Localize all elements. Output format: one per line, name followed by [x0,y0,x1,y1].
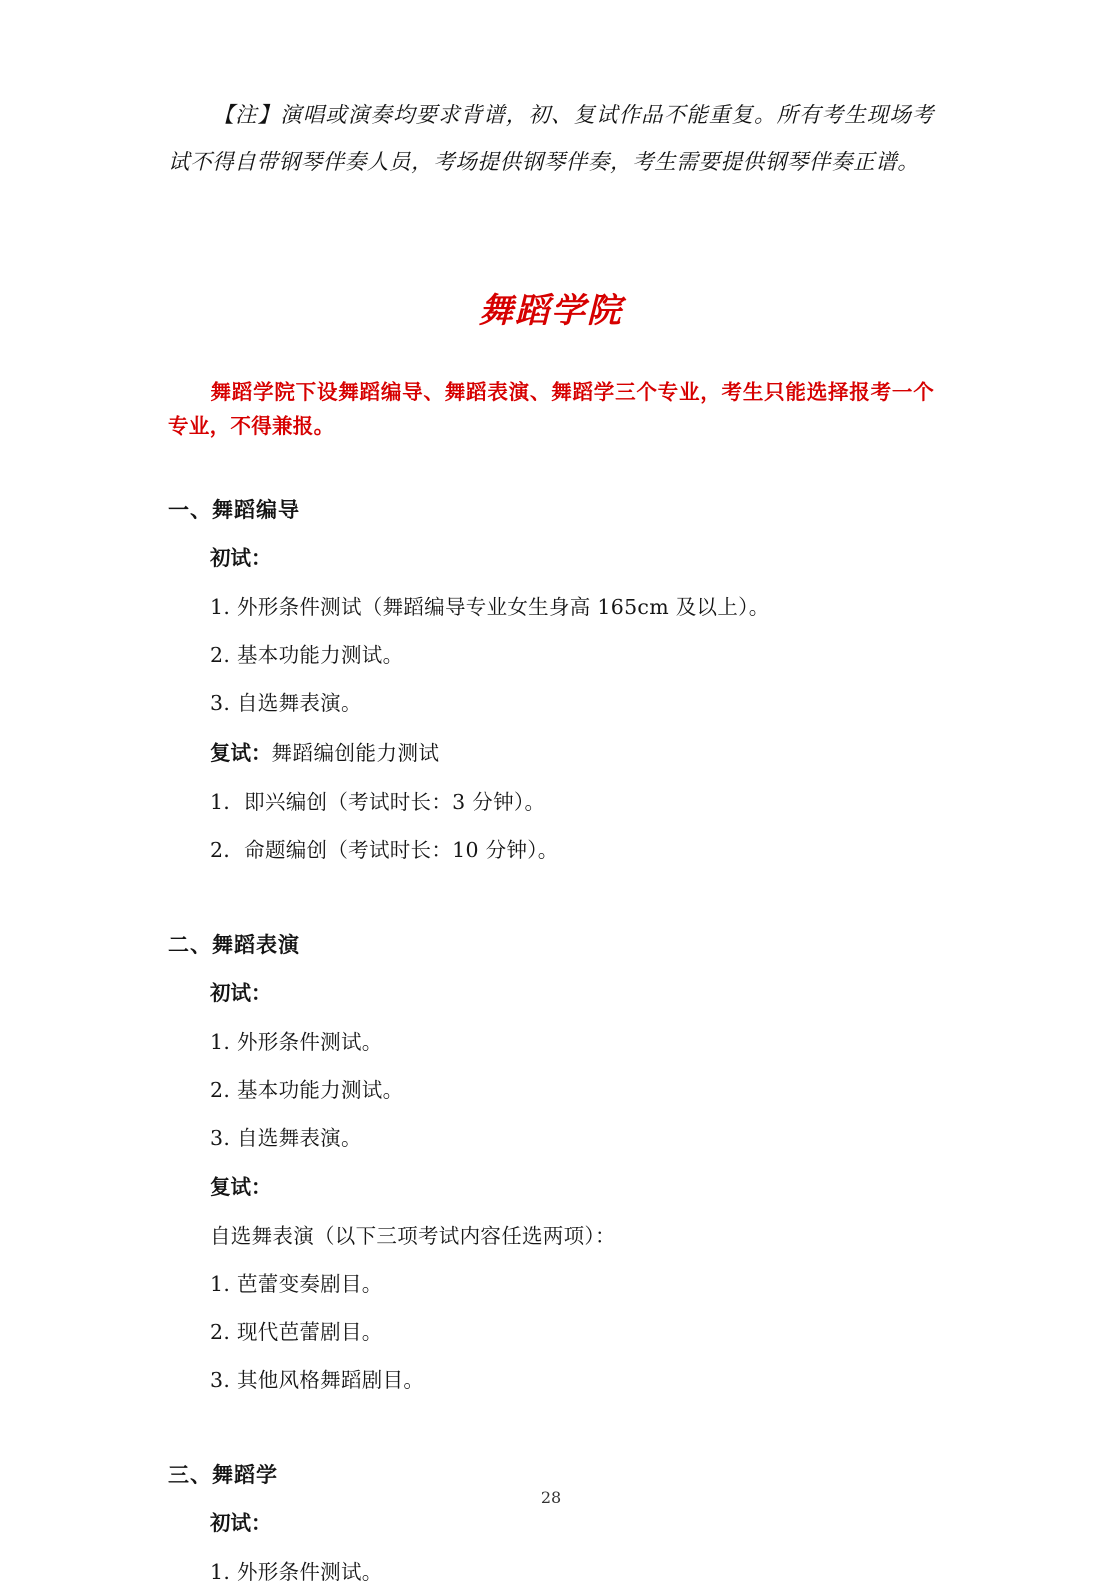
list-item: 2. 基本功能力测试。 [210,1078,404,1102]
list-item: 1. 芭蕾变奏剧目。 [210,1272,383,1296]
note-text: 【注】演唱或演奏均要求背谱，初、复试作品不能重复。所有考生现场考试不得自带钢琴伴奏人员，考场提供钢琴伴奏，考生需要提供钢琴伴奏正谱。 [168,103,934,175]
list-item: 3. 自选舞表演。 [210,691,362,715]
list-item: 3. 其他风格舞蹈剧目。 [210,1368,425,1392]
red-intro-paragraph [168,332,934,444]
note-paragraph [168,92,934,186]
section-body-2 [168,959,934,1395]
subsection-label-1-1 [210,524,934,574]
list-item: 自选舞表演（以下三项考试内容任选两项）： [210,1224,616,1248]
list-item: 1．即兴编创（考试时长：3 分钟）。 [210,790,546,814]
subsection-label-text: 复试： [210,1176,272,1199]
list-item: 1. 外形条件测试。 [210,1560,383,1584]
section-heading-3: 三、舞蹈学 [168,1464,278,1487]
subsection-label-suffix: 舞蹈编创能力测试 [271,741,440,765]
list-item: 1. 外形条件测试。 [210,1030,383,1054]
red-intro-text: 舞蹈学院下设舞蹈编导、舞蹈表演、舞蹈学三个专业，考生只能选择报考一个专业，不得兼报。 [168,381,934,438]
subsection-label-2-2 [210,1153,934,1203]
list-item: 1. 外形条件测试（舞蹈编导专业女生身高 165cm 及以上）。 [210,595,770,619]
subsection-label-text: 初试： [210,1512,272,1535]
list-item: 3. 自选舞表演。 [210,1126,362,1150]
page-number: 28 [540,1488,562,1507]
subsection-label-1-2 [210,718,934,769]
section-body-1 [168,524,934,865]
list-item: 2. 现代芭蕾剧目。 [210,1320,383,1344]
section-heading-2: 二、舞蹈表演 [168,934,300,957]
list-item: 2．命题编创（考试时长：10 分钟）。 [210,838,559,862]
subsection-label-2-1 [210,959,934,1009]
list-item: 2. 基本功能力测试。 [210,643,404,667]
subsection-label-text: 复试： [210,742,272,765]
subsection-label-text: 初试： [210,547,272,570]
section-heading-1: 一、舞蹈编导 [168,499,300,522]
subsection-label-text: 初试： [210,982,272,1005]
school-title: 舞蹈学院 [479,291,623,331]
